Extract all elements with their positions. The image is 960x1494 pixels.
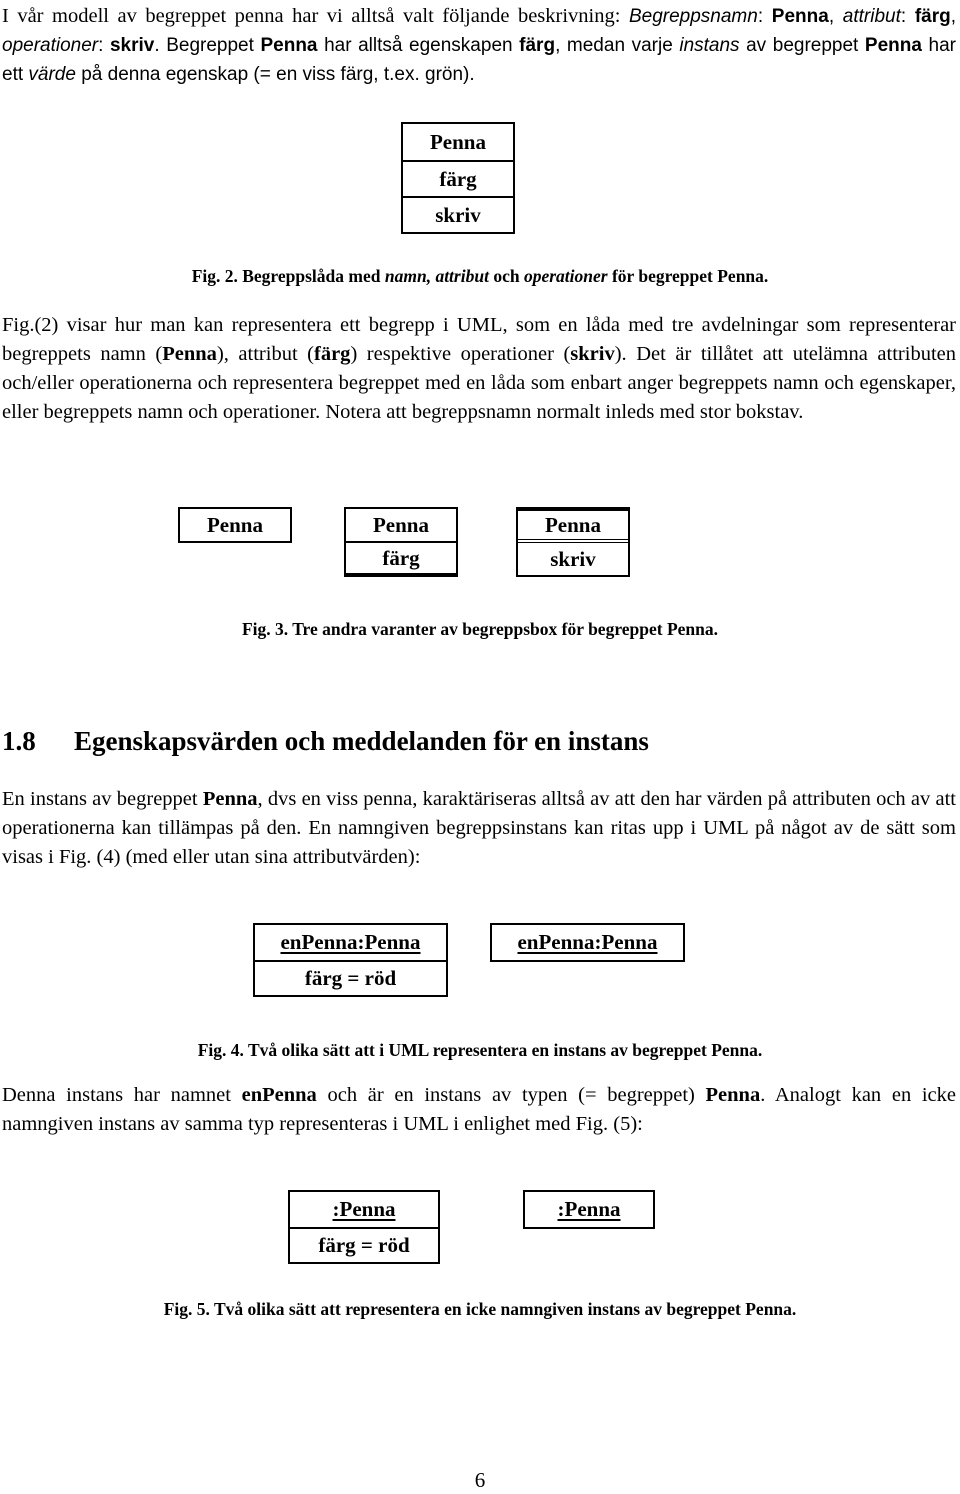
term-farg: färg <box>314 343 351 365</box>
paragraph-text: ). Det är tillåtet att utelämna attributen och/eller operationerna och representera begreppet med en låda som enbart anger begreppets namn och egenskaper, eller begreppets namn och operationer. Notera att begreppsnamn normalt inleds med stor bokstav. <box>2 343 956 423</box>
fig3-name-operation-box <box>516 507 630 577</box>
fig2-caption <box>0 265 960 287</box>
page-number: 6 <box>474 1468 486 1492</box>
term-penna: Penna <box>705 1084 761 1106</box>
term-penna: Penna <box>771 6 829 27</box>
fig4-caption: Fig. 4. Två olika sätt att i UML representera en instans av begreppet Penna. <box>197 1040 763 1060</box>
intro-text: , <box>950 6 957 27</box>
paragraph-uml-description <box>2 311 956 427</box>
box-operation-compartment: skriv <box>550 546 596 571</box>
caption-text: och <box>488 266 524 286</box>
box-name-compartment: Penna <box>372 512 429 537</box>
term-skriv: skriv <box>109 35 155 56</box>
paragraph-text: ), attribut ( <box>216 343 314 365</box>
caption-text: , <box>426 266 436 286</box>
term-begreppsnamn: Begreppsnamn <box>628 6 758 27</box>
term-enpenna: enPenna <box>241 1084 317 1106</box>
term-penna: Penna <box>162 343 217 365</box>
intro-text: : <box>900 6 915 27</box>
instance-name: :Penna <box>332 1197 396 1221</box>
intro-text: , medan varje <box>555 35 680 56</box>
box-name-compartment <box>525 1192 653 1227</box>
paragraph-text: En instans av begreppet <box>2 788 203 810</box>
paragraph-instance-naming <box>2 1081 956 1139</box>
fig3-name-only-box <box>178 507 292 543</box>
fig5-anonymous-box <box>523 1190 655 1229</box>
box-name-compartment <box>290 1192 438 1227</box>
paragraph-instance-intro <box>2 785 956 872</box>
box-value-compartment: färg = röd <box>255 960 446 995</box>
box-name-compartment: Penna <box>518 511 628 543</box>
intro-text: : <box>98 35 110 56</box>
intro-text: : <box>757 6 772 27</box>
term-instans: instans <box>679 35 740 56</box>
caption-text: Fig. 2. Begreppslåda med <box>191 266 385 286</box>
intro-text: , <box>828 6 843 27</box>
term-operationer: operationer <box>2 35 99 56</box>
paragraph-text: och är en instans av typen (= begreppet) <box>316 1084 706 1106</box>
paragraph-text: . Analogt kan en icke namngiven instans av samma typ representeras i UML i enlighet med Fig. (5): <box>2 1084 956 1135</box>
fig2-concept-box <box>401 122 515 234</box>
intro-text: I vår modell av begreppet penna har vi alltså valt följande beskrivning: <box>2 5 629 27</box>
fig3-name-attribute-box <box>344 507 458 577</box>
caption-text: namn <box>384 266 427 286</box>
box-name-compartment: Penna <box>429 129 486 154</box>
box-value-compartment: färg = röd <box>290 1227 438 1262</box>
term-varde: värde <box>28 64 76 85</box>
paragraph-text: Denna instans har namnet <box>2 1084 242 1106</box>
paragraph-text: Fig.(2) visar hur man kan representera ett begrepp i UML, som en låda med tre avdelningar som representerar begreppets namn ( <box>2 314 956 365</box>
intro-text: av begreppet <box>739 35 865 56</box>
box-attribute-compartment: färg <box>403 160 513 196</box>
term-penna: Penna <box>202 788 258 810</box>
instance-name: :Penna <box>557 1197 621 1221</box>
intro-text: har alltså egenskapen <box>317 35 520 56</box>
term-skriv: skriv <box>570 343 615 365</box>
intro-text: . Begreppet <box>154 35 261 56</box>
intro-text: har ett <box>2 35 956 85</box>
box-name-compartment <box>492 925 683 960</box>
box-operation-compartment: skriv <box>403 196 513 232</box>
caption-text: attribut <box>435 266 489 286</box>
term-penna: Penna <box>864 35 922 56</box>
fig5-anonymous-box-with-value <box>288 1190 440 1264</box>
paragraph-text: ) respektive operationer ( <box>350 343 571 365</box>
box-name-compartment: Penna <box>206 512 263 537</box>
box-name-compartment <box>255 925 446 960</box>
term-attribut: attribut <box>842 6 901 27</box>
term-farg: färg <box>519 35 556 56</box>
caption-text: för begreppet Penna. <box>607 266 769 286</box>
fig4-instance-box-with-value <box>253 923 448 997</box>
fig4-instance-box <box>490 923 685 962</box>
section-title: Egenskapsvärden och meddelanden för en instans <box>74 726 649 756</box>
instance-name: enPenna:Penna <box>280 930 421 954</box>
term-penna: Penna <box>260 35 318 56</box>
section-number: 1.8 <box>2 726 36 756</box>
intro-text: på denna egenskap (= en viss färg, t.ex. grön). <box>75 64 475 85</box>
section-heading <box>2 724 649 758</box>
paragraph-text: , dvs en viss penna, karaktäriseras alltså av att den har värden på attributen och av att operationerna kan tillämpas på den. En namngiven begreppsinstans kan ritas upp i UML på något av de sätt som visas i Fig. (4) (med eller utan sina attributvärden): <box>2 788 956 868</box>
intro-paragraph <box>2 2 956 89</box>
instance-name: enPenna:Penna <box>517 930 658 954</box>
box-attribute-compartment: färg <box>346 541 456 573</box>
fig5-caption: Fig. 5. Två olika sätt att representera en icke namngiven instans av begreppet Penna. <box>163 1299 797 1319</box>
term-farg: färg <box>914 6 951 27</box>
caption-text: operationer <box>523 266 608 286</box>
fig3-caption: Fig. 3. Tre andra varanter av begreppsbox för begreppet Penna. <box>241 619 719 639</box>
